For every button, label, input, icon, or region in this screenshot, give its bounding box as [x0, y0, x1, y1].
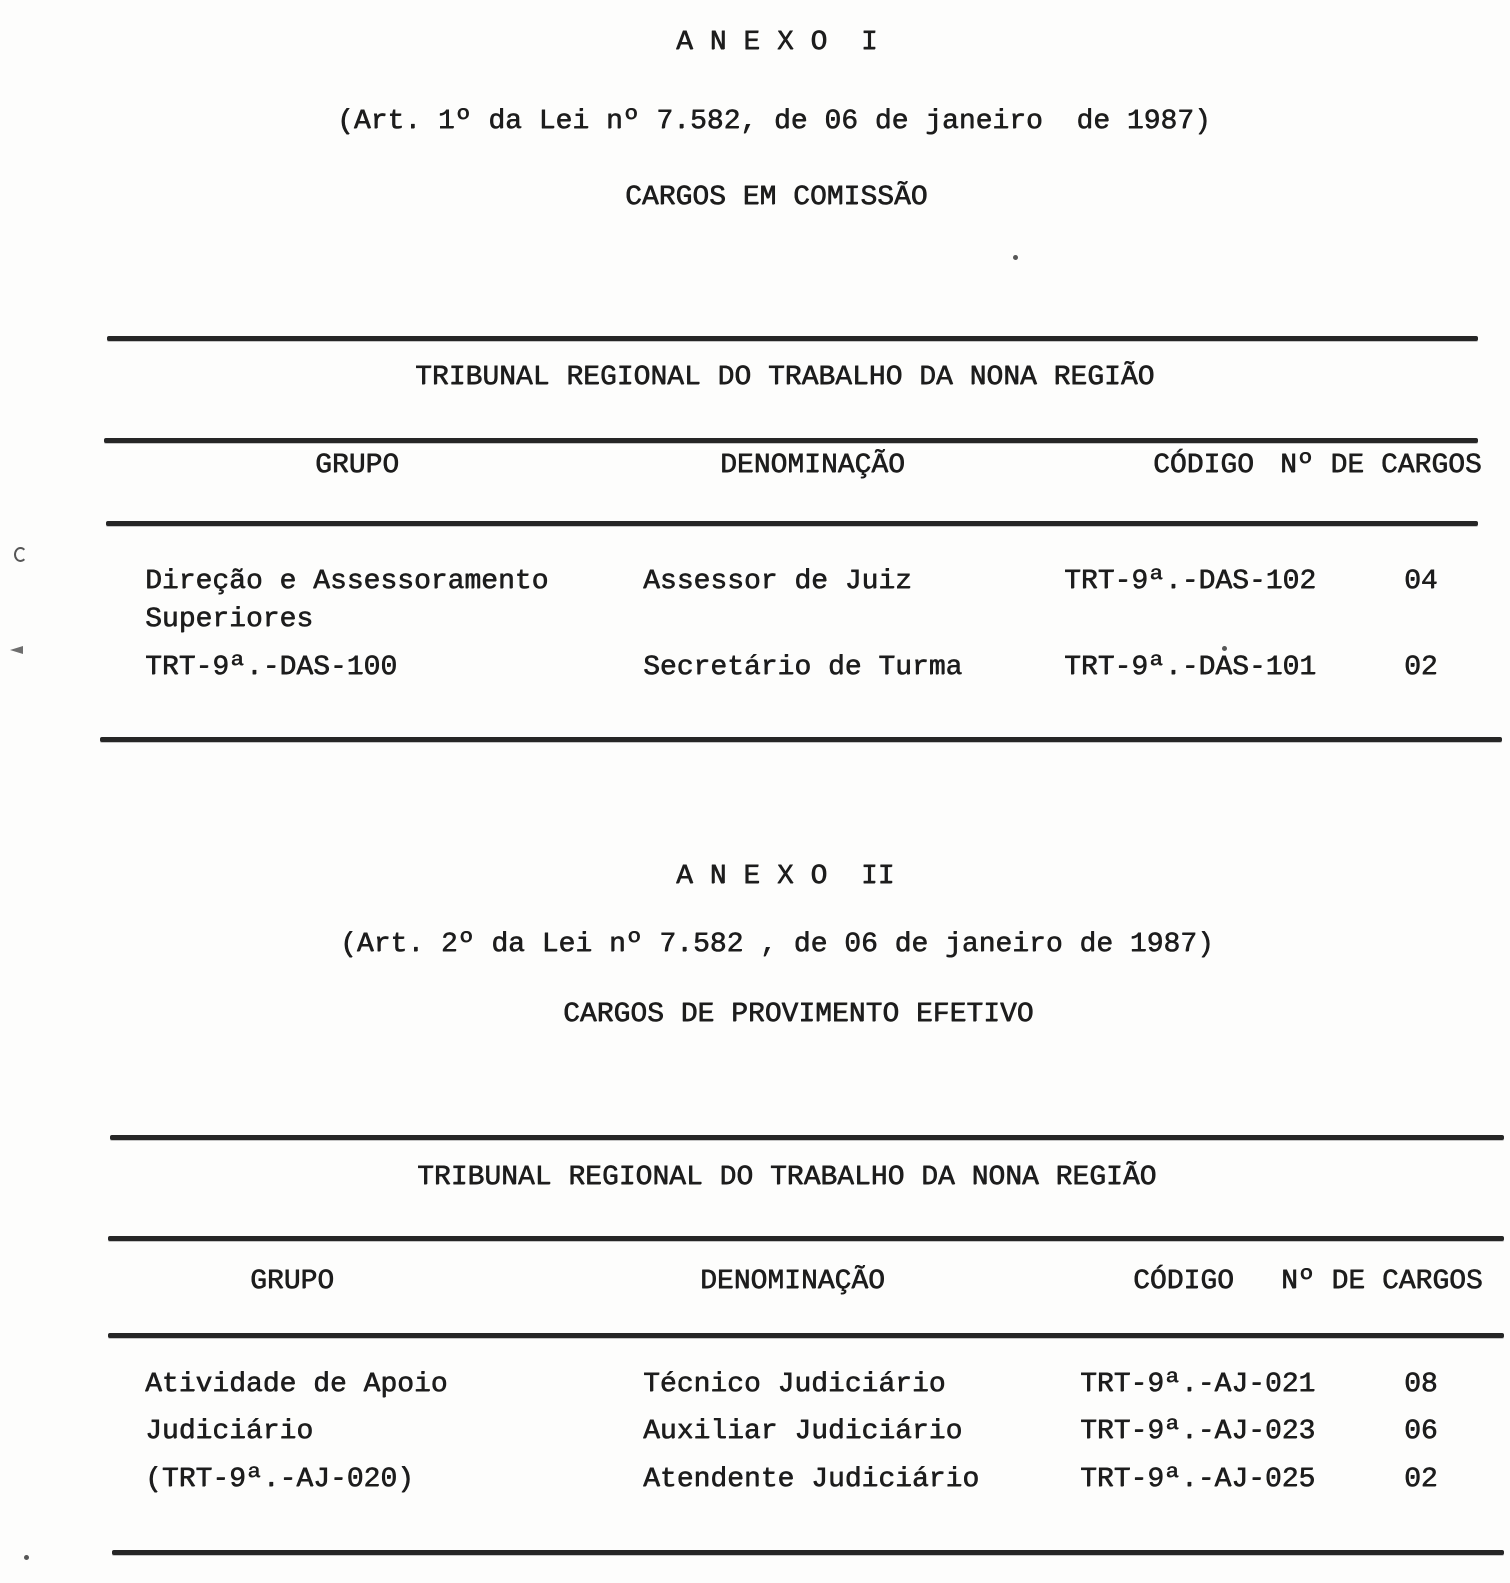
table2-row3-codigo: TRT-9ª.-AJ-025 — [1080, 1464, 1316, 1495]
table1-org-header: TRIBUNAL REGIONAL DO TRABALHO DA NONA REGIÃO — [415, 362, 1155, 393]
table2-col-cargos-header: Nº DE CARGOS — [1281, 1266, 1483, 1297]
table2-row1-denominacao: Técnico Judiciário — [643, 1369, 946, 1400]
table1-row2-denominacao: Secretário de Turma — [643, 652, 963, 683]
table2-row2-codigo: TRT-9ª.-AJ-023 — [1080, 1416, 1316, 1447]
table2-row1-codigo: TRT-9ª.-AJ-021 — [1080, 1369, 1316, 1400]
table1-rule-top — [107, 336, 1478, 341]
anexo1-subtitle: CARGOS EM COMISSÃO — [625, 182, 928, 213]
table1-row2-codigo: TRT-9ª.-DAS-101 — [1064, 652, 1317, 683]
table1-row1-denominacao: Assessor de Juiz — [643, 566, 912, 597]
table2-rule-bottom — [112, 1550, 1504, 1555]
table2-row2-cargos: 06 — [1404, 1416, 1438, 1447]
scan-artifact-speck-3 — [24, 1555, 29, 1560]
table1-row1-cargos: 04 — [1404, 566, 1438, 597]
table1-col-denominacao-header: DENOMINAÇÃO — [720, 450, 905, 481]
table1-col-codigo-header: CÓDIGO — [1153, 450, 1254, 481]
table2-rule-under-org — [108, 1236, 1504, 1241]
table1-grupo-line-2: Superiores — [145, 604, 314, 635]
anexo2-title: A N E X O II — [676, 861, 895, 892]
table1-rule-under-headers — [106, 521, 1478, 526]
table2-rule-top — [110, 1135, 1504, 1140]
table1-col-grupo-header: GRUPO — [315, 450, 400, 481]
table2-row3-denominacao: Atendente Judiciário — [643, 1464, 980, 1495]
scan-artifact-speck-1 — [1013, 255, 1018, 260]
table2-grupo-line-2: Judiciário — [145, 1416, 314, 1447]
anexo2-subtitle: CARGOS DE PROVIMENTO EFETIVO — [563, 999, 1034, 1030]
scan-artifact-speck-2 — [1222, 646, 1227, 651]
scan-artifact-arrow-mark — [10, 646, 23, 654]
table1-rule-bottom — [100, 737, 1502, 742]
table1-rule-under-org — [104, 438, 1478, 443]
anexo1-law-ref: (Art. 1º da Lei nº 7.582, de 06 de janeiro de 1987) — [337, 106, 1211, 137]
anexo1-title: A N E X O I — [676, 27, 878, 58]
table2-row2-denominacao: Auxiliar Judiciário — [643, 1416, 963, 1447]
table1-grupo-line-3: TRT-9ª.-DAS-100 — [145, 652, 398, 683]
table2-row1-cargos: 08 — [1404, 1369, 1438, 1400]
table2-rule-under-headers — [108, 1333, 1504, 1338]
table2-row3-cargos: 02 — [1404, 1464, 1438, 1495]
table2-col-denominacao-header: DENOMINAÇÃO — [700, 1266, 885, 1297]
table2-org-header: TRIBUNAL REGIONAL DO TRABALHO DA NONA REGIÃO — [417, 1162, 1157, 1193]
table2-col-grupo-header: GRUPO — [250, 1266, 335, 1297]
table1-row1-codigo: TRT-9ª.-DAS-102 — [1064, 566, 1317, 597]
anexo2-law-ref: (Art. 2º da Lei nº 7.582 , de 06 de janeiro de 1987) — [340, 929, 1214, 960]
table1-col-cargos-header: Nº DE CARGOS — [1280, 450, 1482, 481]
table2-col-codigo-header: CÓDIGO — [1133, 1266, 1234, 1297]
table1-row2-cargos: 02 — [1404, 652, 1438, 683]
scan-artifact-c-mark — [14, 547, 27, 562]
table2-grupo-line-3: (TRT-9ª.-AJ-020) — [145, 1464, 414, 1495]
table2-grupo-line-1: Atividade de Apoio — [145, 1369, 448, 1400]
table1-grupo-line-1: Direção e Assessoramento — [145, 566, 549, 597]
